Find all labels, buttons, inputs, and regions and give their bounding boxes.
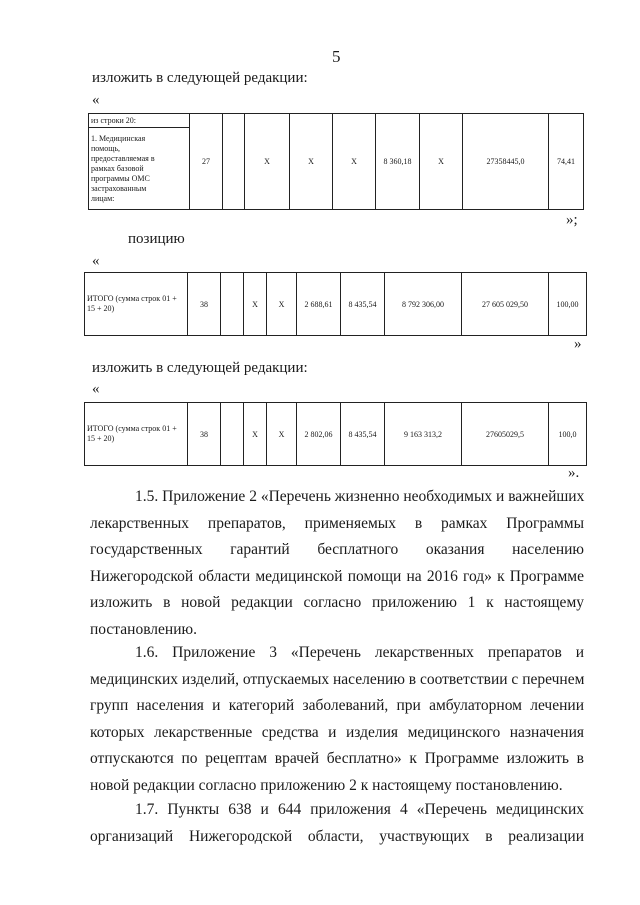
paragraph-line: организаций Нижегородской области, участвующих в реализации bbox=[90, 827, 584, 845]
table1-cell: Х bbox=[333, 114, 376, 210]
table1-header: из строки 20: bbox=[89, 114, 190, 128]
paragraph-line: отпускаются по рецептам врачей бесплатно» к Программе изложить в bbox=[90, 750, 584, 767]
open-quote-3: « bbox=[92, 381, 100, 397]
table3-cell: Х bbox=[244, 403, 267, 466]
table3-cell bbox=[221, 403, 244, 466]
table1-cell: Х bbox=[245, 114, 290, 210]
open-quote-2: « bbox=[92, 253, 100, 269]
pozitsiyu-text: позицию bbox=[128, 231, 185, 247]
table2-cell: Х bbox=[267, 273, 297, 336]
paragraph-line: постановлению. bbox=[90, 620, 197, 638]
table1-cell: 27 bbox=[190, 114, 223, 210]
paragraph-line: новой редакции согласно приложению 2 к настоящему постановлению. bbox=[90, 776, 563, 794]
table2-cell: 100,00 bbox=[549, 273, 587, 336]
paragraph-line: групп населения и категорий заболеваний, при амбулаторном лечении bbox=[90, 697, 584, 714]
table3-row-label: ИТОГО (сумма строк 01 + 15 + 20) bbox=[85, 403, 188, 466]
table3-cell: 27605029,5 bbox=[462, 403, 549, 466]
paragraph-line: 1.5. Приложение 2 «Перечень жизненно необходимых и важнейших bbox=[135, 488, 585, 505]
intro-text-2: изложить в следующей редакции: bbox=[92, 360, 308, 376]
table1-label-line: застрахованным bbox=[91, 183, 147, 193]
table2-cell bbox=[221, 273, 244, 336]
table1-cell: Х bbox=[420, 114, 463, 210]
table3-cell: 8 435,54 bbox=[341, 403, 385, 466]
paragraph-line: государственных гарантий бесплатного оказания населению bbox=[90, 541, 584, 558]
table2-cell: 8 792 306,00 bbox=[385, 273, 462, 336]
table1-label-line: предоставляемая в bbox=[91, 153, 155, 163]
table1-cell bbox=[223, 114, 245, 210]
close-quote-3: ». bbox=[568, 465, 580, 481]
table1-label-line: помощь, bbox=[91, 143, 120, 153]
paragraph-line: изложить в новой редакции согласно приложению 1 к настоящему bbox=[90, 594, 584, 611]
table1-cell: 8 360,18 bbox=[376, 114, 420, 210]
table2-cell: 2 688,61 bbox=[297, 273, 341, 336]
paragraph-1-7 bbox=[90, 797, 584, 850]
paragraph-line: 1.6. Приложение 3 «Перечень лекарственных препаратов и bbox=[135, 644, 584, 661]
table2-cell: 8 435,54 bbox=[341, 273, 385, 336]
close-quote-2: » bbox=[574, 336, 582, 352]
table3-cell: 9 163 313,2 bbox=[385, 403, 462, 466]
table1-label-line: лицам: bbox=[91, 193, 115, 203]
page-number: 5 bbox=[332, 47, 341, 66]
paragraph-1-5 bbox=[90, 484, 584, 643]
table1-label-line: программы ОМС bbox=[91, 173, 150, 183]
table1-cell: Х bbox=[290, 114, 333, 210]
table1-label-line: 1. Медицинская bbox=[91, 133, 146, 143]
paragraph-line: которых лекарственные средства и изделия медицинского назначения bbox=[90, 723, 584, 741]
table-total-old bbox=[84, 272, 587, 336]
paragraph-line: лекарственных препаратов, применяемых в рамках Программы bbox=[90, 514, 584, 532]
table3-cell: 38 bbox=[188, 403, 221, 466]
table1-cell: 74,41 bbox=[549, 114, 584, 210]
paragraph-line: медицинских изделий, отпускаемых населению в соответствии с перечнем bbox=[90, 670, 585, 688]
table2-cell: 38 bbox=[188, 273, 221, 336]
table3-cell: 100,0 bbox=[549, 403, 587, 466]
table1-row-label bbox=[89, 128, 190, 210]
table2-cell: 27 605 029,50 bbox=[462, 273, 549, 336]
table2-row-label: ИТОГО (сумма строк 01 + 15 + 20) bbox=[85, 273, 188, 336]
table1-label-line: рамках базовой bbox=[91, 163, 144, 173]
paragraph-1-6 bbox=[90, 640, 584, 799]
intro-text-1: изложить в следующей редакции: bbox=[92, 70, 308, 86]
open-quote-1: « bbox=[92, 92, 100, 108]
table3-cell: 2 802,06 bbox=[297, 403, 341, 466]
close-quote-1: »; bbox=[566, 212, 578, 228]
paragraph-line: 1.7. Пункты 638 и 644 приложения 4 «Перечень медицинских bbox=[135, 801, 584, 818]
table1-cell: 27358445,0 bbox=[463, 114, 549, 210]
table2-cell: Х bbox=[244, 273, 267, 336]
table-row-from-line-20 bbox=[88, 113, 584, 210]
table3-cell: Х bbox=[267, 403, 297, 466]
table-total-new bbox=[84, 402, 587, 466]
paragraph-line: Нижегородской области медицинской помощи на 2016 год» к Программе bbox=[90, 567, 584, 585]
